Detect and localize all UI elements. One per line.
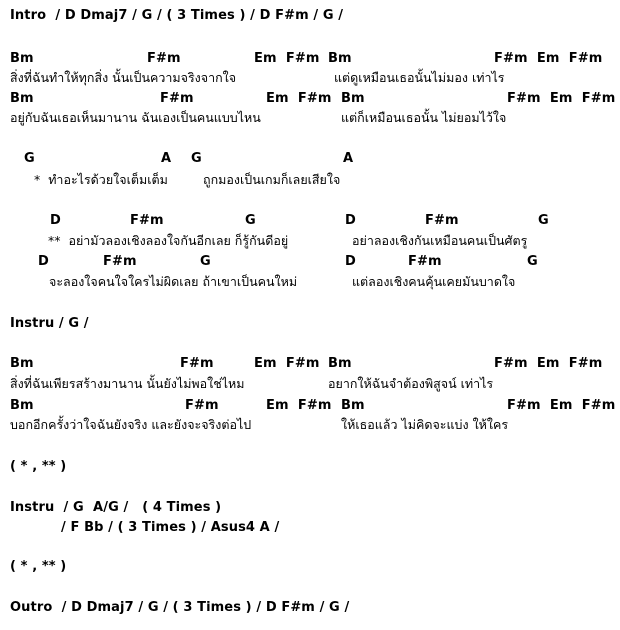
chord-text: D [38, 254, 49, 269]
lyric-text: ถูกมองเป็นเกมก็เลยเสียใจ [203, 172, 341, 187]
chord-text: Bm [328, 51, 352, 66]
chord-text: ( * , ** ) [10, 459, 67, 474]
chord-text: F#m [160, 91, 194, 106]
chord-text: G [245, 213, 256, 228]
chord-text: F#m [130, 213, 164, 228]
chord-text: Bm [341, 91, 365, 106]
chord-text: A [161, 151, 172, 166]
lyric-text: อยากให้ฉันจำต้องพิสูจน์ เท่าไร [328, 376, 494, 391]
chord-text: ( * , ** ) [10, 559, 67, 574]
chord-text: Outro / D Dmaj7 / G / ( 3 Times ) / D F#m / G / [10, 600, 350, 615]
lyric-text: อยู่กับฉันเธอเห็นมานาน ฉันเองเป็นคนแบบไหน [10, 110, 261, 125]
chord-text: G [191, 151, 202, 166]
chord-text: F#m Em F#m [494, 356, 603, 371]
lyric-text: * ทำอะไรด้วยใจเต็มเต็ม [34, 172, 168, 187]
chord-text: D [345, 213, 356, 228]
chord-text: G [200, 254, 211, 269]
chord-text: Bm [328, 356, 352, 371]
chord-text: F#m [185, 398, 219, 413]
chord-text: Em F#m [266, 91, 332, 106]
chord-text: F#m Em F#m [507, 398, 616, 413]
chord-text: Bm [10, 51, 34, 66]
lyric-text: จะลองใจคนใจใครไม่ผิดเลย ถ้าเขาเป็นคนใหม่ [49, 274, 298, 289]
lyric-text: สิ่งที่ฉันเพียรสร้างมานาน นั้นยังไม่พอใช่ไหม [10, 376, 245, 391]
chord-text: A [343, 151, 354, 166]
chord-text: Em F#m [254, 51, 320, 66]
chord-text: Em F#m [266, 398, 332, 413]
chord-text: F#m Em F#m [494, 51, 603, 66]
lyric-text: แต่ลองเชิงคนคุ้นเคยมันบาดใจ [352, 274, 516, 289]
chord-text: Bm [10, 398, 34, 413]
lyric-text: แต่ดูเหมือนเธอนั้นไม่มอง เท่าไร [334, 70, 505, 85]
chord-text: D [50, 213, 61, 228]
chord-text: Bm [10, 356, 34, 371]
chord-text: Em F#m [254, 356, 320, 371]
chord-text: / F Bb / ( 3 Times ) / Asus4 A / [61, 520, 280, 535]
lyric-text: สิ่งที่ฉันทำให้ทุกสิ่ง นั้นเป็นความจริงจากใจ [10, 70, 237, 85]
chord-text: G [24, 151, 35, 166]
chord-text: F#m [408, 254, 442, 269]
chord-text: F#m [180, 356, 214, 371]
lyric-text: บอกอีกครั้งว่าใจฉันยังจริง และยังจะจริงต่อไป [10, 417, 252, 432]
chord-text: Instru / G A/G / ( 4 Times ) [10, 500, 222, 515]
chord-text: F#m [103, 254, 137, 269]
chord-text: F#m [425, 213, 459, 228]
chord-text: Intro / D Dmaj7 / G / ( 3 Times ) / D F#m / G / [10, 8, 344, 23]
lyric-text: ** อย่ามัวลองเชิงลองใจกันอีกเลย ก็รู้กันดีอยู่ [48, 233, 289, 248]
chord-text: Bm [10, 91, 34, 106]
chord-text: D [345, 254, 356, 269]
lyric-text: ให้เธอแล้ว ไม่คิดจะแบ่ง ให้ใคร [341, 417, 509, 432]
chord-text: F#m Em F#m [507, 91, 616, 106]
chord-text: F#m [147, 51, 181, 66]
lyric-text: อย่าลองเชิงกันเหมือนคนเป็นศัตรู [352, 233, 528, 248]
chord-text: Bm [341, 398, 365, 413]
chord-text: G [527, 254, 538, 269]
chord-text: Instru / G / [10, 316, 89, 331]
lyric-text: แต่ก็เหมือนเธอนั้น ไม่ยอมไว้ใจ [341, 110, 507, 125]
chord-text: G [538, 213, 549, 228]
